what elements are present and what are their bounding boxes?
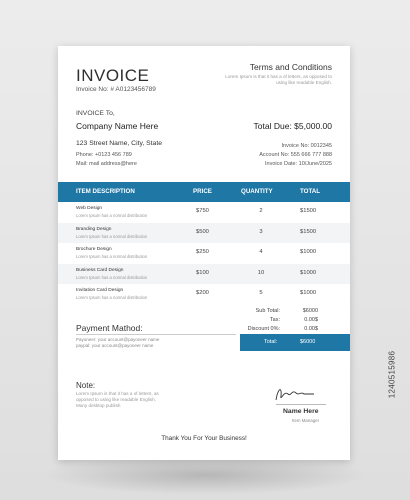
page-shadow	[40, 455, 370, 495]
grand-total-value: $6000	[300, 339, 316, 345]
item-name: Branding Design	[76, 226, 112, 232]
table-row	[58, 264, 350, 285]
invoice-date: Invoice Date: 10/June/2025	[265, 161, 332, 167]
item-name: Business Card Design	[76, 267, 124, 273]
subtotal-value: $6000	[302, 308, 318, 314]
terms-title: Terms and Conditions	[249, 62, 332, 72]
header-total: TOTAL	[300, 188, 321, 195]
header-quantity: QUANTITY	[241, 188, 273, 195]
item-price: $250	[196, 249, 209, 255]
item-total: $1500	[300, 208, 317, 214]
invoice-title: INVOICE	[76, 66, 150, 85]
grand-total-label: Total:	[264, 339, 278, 345]
item-name: Invitation Card Design	[76, 288, 124, 293]
discount-label: Discount 0%:	[247, 326, 280, 332]
invoice-to-label: INVOICE To,	[76, 110, 115, 117]
payment-line-2: paypal: your account@payoneer name	[76, 343, 154, 348]
item-qty: 4	[259, 249, 263, 255]
item-desc: Lorem Ipsum has a normal distribution	[76, 254, 148, 259]
thank-you-message: Thank You For Your Business!	[161, 435, 247, 442]
item-qty: 10	[257, 269, 265, 276]
signature-scribble	[270, 380, 320, 406]
signer-role: Item Manager	[292, 418, 320, 423]
stock-id-strip	[387, 0, 408, 500]
table-row	[58, 223, 350, 244]
signer-name: Name Here	[283, 408, 319, 415]
account-no: Account No: 555 666 777 888	[259, 152, 332, 158]
item-total: $1500	[300, 228, 317, 235]
item-price: $750	[196, 208, 209, 214]
discount-value: 0.00$	[304, 326, 318, 332]
header-item-description: ITEM DESCRIPTION	[76, 188, 135, 195]
payment-line-1: Payoneer: your account@payoneer name	[76, 337, 160, 342]
item-desc: Lorem Ipsum has a normal distribution	[76, 213, 148, 218]
mail: Mail: mail address@here	[76, 161, 137, 167]
item-total: $1000	[300, 249, 317, 255]
item-qty: 5	[259, 290, 263, 296]
item-price: $100	[196, 269, 209, 276]
invoice-page	[58, 46, 350, 460]
subtotal-label: Sub Total:	[255, 308, 280, 314]
payment-divider	[76, 334, 236, 335]
terms-text: Lorem Ipsum is that it has a of letters, as opposed to using like readable English.	[225, 74, 332, 85]
header-price: PRICE	[193, 188, 212, 195]
item-desc: Lorem Ipsum has a normal distribution	[76, 233, 148, 239]
table-row	[58, 202, 350, 223]
phone: Phone: +0123 456 789	[76, 152, 132, 158]
signature-line	[276, 404, 326, 405]
note-text: Lorem Ipsum is that it has a of letters, as opposed to using like readable English. Many desktop publish	[76, 391, 159, 408]
tax-value: 0.00$	[304, 317, 318, 323]
total-due: Total Due: $5,000.00	[253, 121, 332, 131]
tax-label: Tax:	[269, 317, 280, 323]
item-desc: Lorem Ipsum has a normal distribution	[76, 295, 148, 300]
table-row	[58, 243, 350, 264]
item-price: $500	[196, 228, 209, 235]
payment-method-title: Payment Mathod:	[76, 323, 143, 333]
invoice-number-line: Invoice No: # A0123456789	[76, 86, 156, 93]
item-total: $1000	[300, 290, 317, 296]
stock-id: 1240515986	[387, 350, 397, 399]
item-name: Web Design	[76, 206, 103, 211]
grand-total-bar	[240, 334, 350, 351]
table-row	[58, 284, 350, 305]
company-name: Company Name Here	[76, 121, 159, 131]
address: 123 Street Name, City, State	[76, 140, 163, 147]
item-qty: 2	[259, 208, 263, 214]
item-desc: Lorem Ipsum has a normal distribution	[76, 274, 148, 280]
invoice-no: Invoice No: 0012345	[281, 143, 332, 149]
item-name: Brochure Design	[76, 247, 112, 252]
item-price: $200	[196, 290, 209, 296]
table-header	[58, 182, 350, 202]
item-qty: 3	[259, 228, 263, 235]
note-title: Note:	[76, 381, 96, 390]
item-total: $1000	[300, 269, 317, 276]
